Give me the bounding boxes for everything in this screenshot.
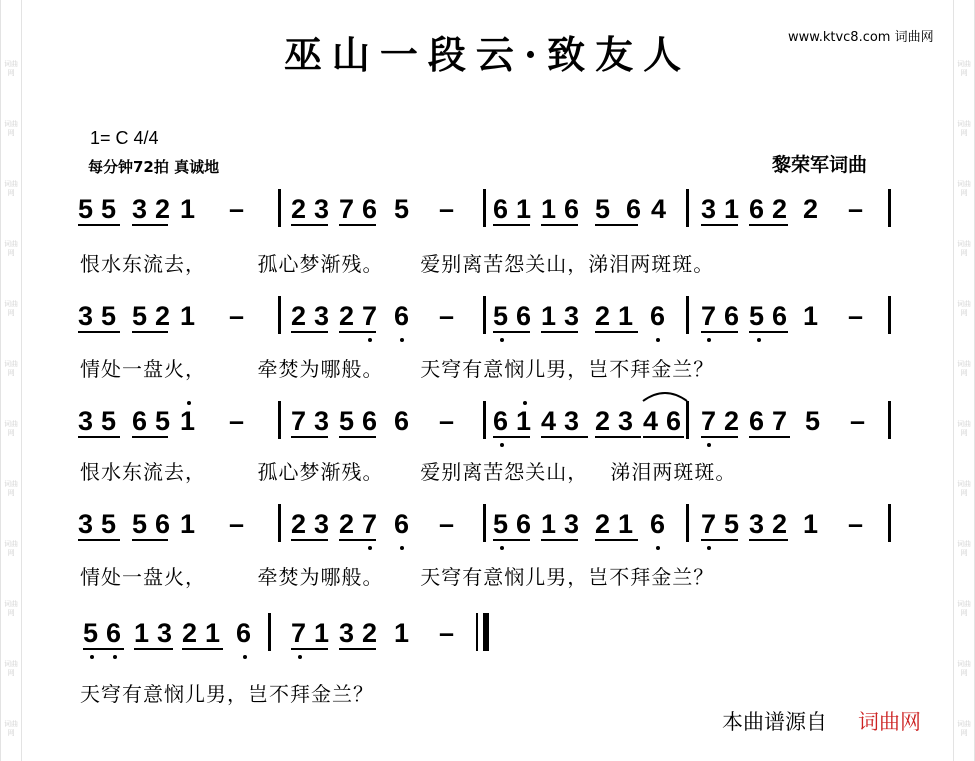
beam-underline [78,539,120,541]
composer-credit: 黎荣军词曲 [772,154,868,176]
low-octave-dot [500,443,504,447]
beam-underline [541,331,578,333]
notation-row-5 [78,617,908,653]
note: 2 [595,301,611,331]
note: 6 [516,301,532,331]
note: 6 [724,301,740,331]
note: 3 [314,301,330,331]
note: 5 [155,406,171,436]
watermark-text: 词曲网 [4,480,18,497]
sustain-dash: – [439,406,455,436]
note: 5 [132,509,148,539]
note: 3 [314,509,330,539]
slur-arc [640,389,690,403]
note: 1 [541,194,557,224]
watermark-text: 词曲网 [957,660,971,677]
low-octave-dot [500,338,504,342]
lyrics-row-2: 情处一盘火， 牵焚为哪般。 天穹有意悯儿男，岂不拜金兰？ [80,357,715,381]
lyrics-row-1: 恨水东流去， 孤心梦渐残。 爱别离苦怨关山，涕泪两斑斑。 [80,252,715,276]
watermark-text: 词曲网 [4,300,18,317]
beam-underline [132,331,168,333]
note: 6 [516,509,532,539]
beam-underline [339,648,376,650]
beam-underline [182,648,223,650]
note: 2 [772,194,788,224]
note: 6 [362,406,378,436]
low-octave-dot [243,655,247,659]
note: 7 [701,301,717,331]
note: 5 [749,301,765,331]
note: 5 [101,406,117,436]
tempo-marking: 每分钟72拍 真诚地 [88,158,220,176]
note: 2 [724,406,740,436]
note: 6 [394,301,410,331]
bar-line [888,189,891,227]
beam-underline [749,436,790,438]
watermark-text: 词曲网 [4,420,18,437]
beam-underline [595,539,638,541]
bar-line [888,401,891,439]
bar-line [278,189,281,227]
beam-underline [339,436,376,438]
beam-underline [701,224,738,226]
final-bar-line [483,613,489,651]
beam-underline [78,331,120,333]
watermark-text: 词曲网 [957,240,971,257]
beam-underline [541,539,578,541]
note: 6 [772,301,788,331]
beam-underline [701,539,738,541]
note: 3 [78,301,94,331]
note: 6 [106,618,122,648]
beam-underline [291,331,328,333]
sustain-dash: – [439,509,455,539]
note: 2 [772,509,788,539]
note: 1 [134,618,150,648]
note: 1 [180,406,196,436]
watermark-text: 词曲网 [957,420,971,437]
sustain-dash: – [848,509,864,539]
beam-underline [291,539,328,541]
watermark-text: 词曲网 [4,180,18,197]
beam-underline [291,648,328,650]
beam-underline [595,436,641,438]
note: 5 [132,301,148,331]
note: 7 [772,406,788,436]
watermark-text: 词曲网 [957,360,971,377]
sustain-dash: – [229,406,245,436]
note: 5 [83,618,99,648]
note: 7 [701,406,717,436]
note: 1 [724,194,740,224]
watermark-text: 词曲网 [4,600,18,617]
beam-underline [339,331,376,333]
note: 5 [805,406,821,436]
note: 6 [626,194,642,224]
watermark-text: 词曲网 [957,180,971,197]
note: 6 [493,406,509,436]
note: 1 [803,301,819,331]
note: 2 [339,509,355,539]
sustain-dash: – [439,618,455,648]
note: 6 [362,194,378,224]
bar-line [278,401,281,439]
note: 4 [651,194,667,224]
beam-underline [701,436,738,438]
beam-underline [339,224,376,226]
note: 7 [291,618,307,648]
note: 2 [291,509,307,539]
song-title: 巫山一段云·致友人 [283,32,692,77]
note: 5 [394,194,410,224]
note: 7 [339,194,355,224]
note: 4 [541,406,557,436]
notation-row-4 [78,508,908,544]
bar-line [483,401,486,439]
watermark-text: 词曲网 [957,120,971,137]
bar-line [278,296,281,334]
watermark-text: 词曲网 [4,660,18,677]
beam-underline [595,331,638,333]
note: 5 [493,509,509,539]
bar-line [483,504,486,542]
watermark-text: 词曲网 [957,600,971,617]
source-label: 本曲谱源自 [722,710,827,734]
sustain-dash: – [229,194,245,224]
watermark-text: 词曲网 [4,60,18,77]
note: 1 [314,618,330,648]
watermark-text: 词曲网 [4,720,18,737]
note: 3 [314,406,330,436]
watermark-text: 词曲网 [4,540,18,557]
note: 6 [650,509,666,539]
beam-underline [78,224,120,226]
low-octave-dot [707,546,711,550]
note: 7 [701,509,717,539]
note: 5 [724,509,740,539]
note: 1 [516,194,532,224]
beam-underline [749,331,788,333]
note: 2 [595,406,611,436]
low-octave-dot [656,338,660,342]
low-octave-dot [757,338,761,342]
bar-line [686,504,689,542]
note: 3 [157,618,173,648]
note: 6 [749,406,765,436]
note: 1 [618,509,634,539]
sustain-dash: – [229,301,245,331]
high-octave-dot [523,401,527,405]
beam-underline [291,224,328,226]
sustain-dash: – [229,509,245,539]
beam-underline [701,331,738,333]
bar-line [483,296,486,334]
note: 2 [182,618,198,648]
note: 1 [180,301,196,331]
watermark-text: 词曲网 [4,240,18,257]
notation-row-1 [78,193,908,229]
note: 6 [749,194,765,224]
note: 3 [78,406,94,436]
beam-underline [132,539,168,541]
watermark-text: 词曲网 [4,360,18,377]
note: 1 [180,194,196,224]
watermark-text: 词曲网 [957,300,971,317]
low-octave-dot [656,546,660,550]
beam-underline [291,436,328,438]
note: 6 [493,194,509,224]
note: 2 [362,618,378,648]
low-octave-dot [298,655,302,659]
beam-underline [493,224,530,226]
beam-underline [132,436,168,438]
beam-underline [595,224,638,226]
note: 2 [339,301,355,331]
low-octave-dot [400,338,404,342]
beam-underline [493,436,530,438]
note: 6 [236,618,252,648]
beam-underline [134,648,173,650]
low-octave-dot [368,338,372,342]
sustain-dash: – [439,194,455,224]
note: 6 [650,301,666,331]
note: 2 [155,194,171,224]
watermark-text: 词曲网 [957,540,971,557]
low-octave-dot [500,546,504,550]
note: 6 [394,509,410,539]
low-octave-dot [90,655,94,659]
note: 6 [666,406,682,436]
low-octave-dot [707,443,711,447]
beam-underline [643,436,684,438]
note: 3 [749,509,765,539]
bar-line [268,613,271,651]
sustain-dash: – [850,406,866,436]
final-bar-thin [476,613,478,651]
bar-line [888,296,891,334]
bar-line [686,189,689,227]
low-octave-dot [400,546,404,550]
note: 6 [155,509,171,539]
note: 6 [394,406,410,436]
note: 6 [564,194,580,224]
beam-underline [78,436,120,438]
beam-underline [339,539,376,541]
note: 7 [362,509,378,539]
beam-underline [493,539,530,541]
beam-underline [541,224,578,226]
high-octave-dot [187,401,191,405]
note: 2 [803,194,819,224]
note: 3 [564,301,580,331]
note: 1 [618,301,634,331]
note: 1 [180,509,196,539]
note: 5 [101,509,117,539]
bar-line [483,189,486,227]
note: 2 [595,509,611,539]
note: 3 [339,618,355,648]
sustain-dash: – [439,301,455,331]
low-octave-dot [368,546,372,550]
note: 2 [291,301,307,331]
note: 5 [595,194,611,224]
note: 5 [78,194,94,224]
left-watermark-strip [0,0,22,761]
note: 3 [618,406,634,436]
note: 7 [362,301,378,331]
note: 3 [78,509,94,539]
note: 1 [516,406,532,436]
beam-underline [83,648,124,650]
watermark-text: 词曲网 [957,480,971,497]
note: 3 [564,406,580,436]
watermark-text: 词曲网 [957,720,971,737]
note: 6 [132,406,148,436]
bar-line [888,504,891,542]
note: 3 [314,194,330,224]
bar-line [278,504,281,542]
beam-underline [132,224,168,226]
key-signature: 1= C 4/4 [90,128,159,148]
lyrics-row-5: 天穹有意悯儿男，岂不拜金兰？ [80,682,374,706]
note: 1 [541,509,557,539]
note: 5 [339,406,355,436]
note: 1 [541,301,557,331]
beam-underline [541,436,588,438]
bar-line [686,401,689,439]
note: 7 [291,406,307,436]
note: 4 [643,406,659,436]
note: 3 [132,194,148,224]
sustain-dash: – [848,194,864,224]
sustain-dash: – [848,301,864,331]
beam-underline [749,539,788,541]
note: 1 [394,618,410,648]
watermark-text: 词曲网 [957,60,971,77]
note: 3 [701,194,717,224]
note: 5 [101,301,117,331]
note: 2 [155,301,171,331]
note: 3 [564,509,580,539]
lyrics-row-4: 情处一盘火， 牵焚为哪般。 天穹有意悯儿男，岂不拜金兰？ [80,565,715,589]
beam-underline [749,224,788,226]
watermark-text: 词曲网 [4,120,18,137]
notation-row-3 [78,405,908,441]
low-octave-dot [113,655,117,659]
note: 5 [493,301,509,331]
low-octave-dot [707,338,711,342]
right-watermark-strip [953,0,975,761]
notation-row-2 [78,300,908,336]
beam-underline [493,331,530,333]
note: 1 [205,618,221,648]
bar-line [686,296,689,334]
source-site-link[interactable]: 词曲网 [858,710,921,734]
lyrics-row-3: 恨水东流去， 孤心梦渐残。 爱别离苦怨关山， 涕泪两斑斑。 [80,460,737,484]
site-url[interactable]: www.ktvc8.com 词曲网 [788,30,934,45]
note: 1 [803,509,819,539]
note: 5 [101,194,117,224]
note: 2 [291,194,307,224]
